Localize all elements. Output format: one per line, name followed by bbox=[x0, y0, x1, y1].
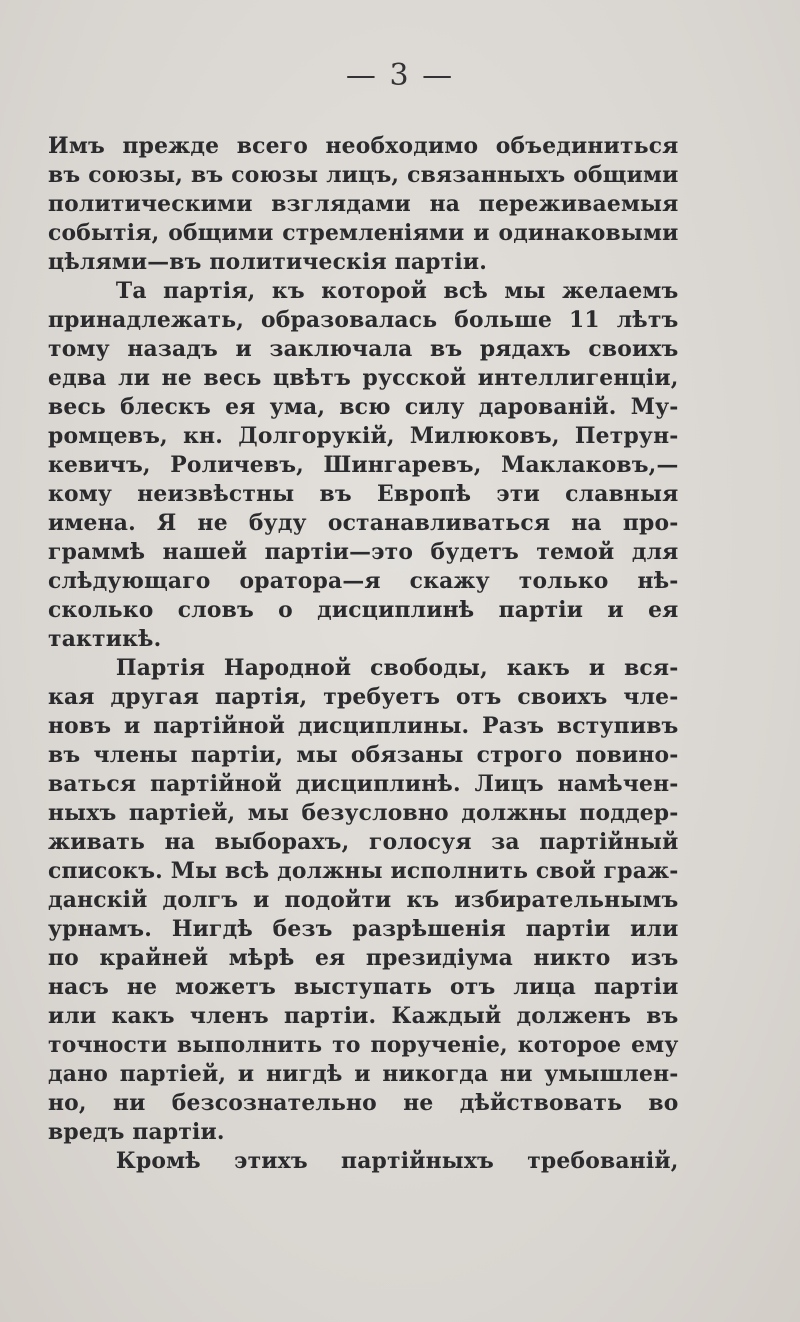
text-line: вредъ партіи. bbox=[48, 1119, 225, 1145]
text-line: точности выполнить то порученіе, которое ему bbox=[48, 1032, 679, 1058]
text-line: ваться партійной дисциплинѣ. Лицъ намѣчен- bbox=[48, 771, 679, 797]
text-line: живать на выборахъ, голосуя за партійный bbox=[48, 829, 679, 855]
text-line: насъ не можетъ выступать отъ лица партіи bbox=[48, 974, 679, 1000]
text-line: политическими взглядами на переживаемыя bbox=[48, 191, 679, 217]
text-line: въ члены партіи, мы обязаны строго повино- bbox=[48, 742, 679, 768]
text-line: тому назадъ и заключала въ рядахъ своихъ bbox=[48, 336, 679, 362]
text-line: въ союзы, въ союзы лицъ, связанныхъ общими bbox=[48, 162, 679, 188]
paragraph-start-line: Партія Народной свободы, какъ и вся- bbox=[115, 655, 679, 681]
paragraph-start-line: Та партія, къ которой всѣ мы желаемъ bbox=[115, 278, 679, 304]
body-text bbox=[48, 132, 698, 1176]
text-line: едва ли не весь цвѣтъ русской интеллигенціи, bbox=[48, 365, 679, 391]
text-line: принадлежать, образовалась больше 11 лѣтъ bbox=[48, 307, 679, 333]
text-line: ныхъ партіей, мы безусловно должны поддер- bbox=[48, 800, 679, 826]
text-line: имена. Я не буду останавливаться на про- bbox=[48, 510, 679, 536]
text-line: весь блескъ ея ума, всю силу дарованій. Му- bbox=[48, 394, 679, 420]
text-line: ромцевъ, кн. Долгорукій, Милюковъ, Петрун- bbox=[48, 423, 679, 449]
text-line: кая другая партія, требуетъ отъ своихъ чле- bbox=[48, 684, 679, 710]
text-line: цѣлями—въ политическія партіи. bbox=[48, 249, 488, 275]
text-line: граммѣ нашей партіи—это будетъ темой для bbox=[48, 539, 679, 565]
text-line: по крайней мѣрѣ ея президіума никто изъ bbox=[48, 945, 679, 971]
text-line: сколько словъ о дисциплинѣ партіи и ея bbox=[48, 597, 679, 623]
text-line: но, ни безсознательно не дѣйствовать во bbox=[48, 1090, 679, 1116]
text-line: событія, общими стремленіями и одинаковыми bbox=[48, 220, 679, 246]
text-line: кевичъ, Роличевъ, Шингаревъ, Маклаковъ,— bbox=[48, 452, 679, 478]
text-line: кому неизвѣстны въ Европѣ эти славныя bbox=[48, 481, 679, 507]
text-line: данскій долгъ и подойти къ избирательнымъ bbox=[48, 887, 679, 913]
text-line: Имъ прежде всего необходимо объединиться bbox=[48, 133, 679, 159]
text-line: новъ и партійной дисциплины. Разъ вступивъ bbox=[48, 713, 679, 739]
text-line: слѣдующаго оратора—я скажу только нѣ- bbox=[48, 568, 679, 594]
text-line: урнамъ. Нигдѣ безъ разрѣшенія партіи или bbox=[48, 916, 679, 942]
text-line: тактикѣ. bbox=[48, 626, 162, 652]
text-line: списокъ. Мы всѣ должны исполнить свой граж- bbox=[48, 858, 679, 884]
page-number: — 3 — bbox=[345, 58, 455, 93]
text-line: дано партіей, и нигдѣ и никогда ни умышлен- bbox=[48, 1061, 679, 1087]
paragraph-start-line: Кромѣ этихъ партійныхъ требованій, bbox=[115, 1148, 679, 1174]
text-line: или какъ членъ партіи. Каждый долженъ въ bbox=[48, 1003, 679, 1029]
